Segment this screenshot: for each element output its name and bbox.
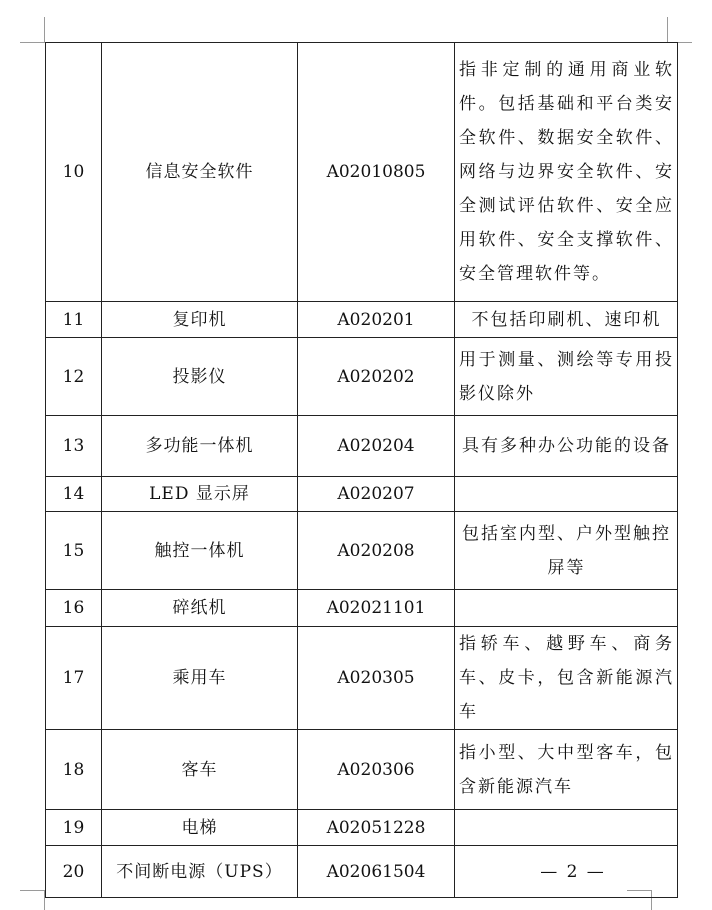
table-row [46,730,678,810]
product-name: 电梯 [102,810,298,846]
product-code: A02061504 [298,846,455,898]
row-number: 19 [46,810,102,846]
product-description [455,477,678,512]
product-description: 指轿车、越野车、商务车、皮卡，包含新能源汽车 [455,627,678,730]
product-code: A020207 [298,477,455,512]
product-code: A020305 [298,627,455,730]
table-row [46,590,678,627]
table-row [46,302,678,338]
product-description: 包括室内型、户外型触控屏等 [455,512,678,590]
row-number: 16 [46,590,102,627]
row-number: 12 [46,338,102,416]
product-code: A020204 [298,416,455,477]
row-number: 10 [46,43,102,302]
row-number: 20 [46,846,102,898]
crop-mark-top-left-v [44,17,45,42]
product-name: 碎纸机 [102,590,298,627]
product-name: 复印机 [102,302,298,338]
table-row [46,512,678,590]
table-row [46,416,678,477]
product-name: 客车 [102,730,298,810]
product-code: A020208 [298,512,455,590]
table-row [46,477,678,512]
product-description: 用于测量、测绘等专用投影仪除外 [455,338,678,416]
product-code: A020202 [298,338,455,416]
crop-mark-bottom-left-h [20,890,45,891]
product-code: A020201 [298,302,455,338]
product-description: 指非定制的通用商业软件。包括基础和平台类安全软件、数据安全软件、网络与边界安全软件、安全测试评估软件、安全应用软件、安全支撑软件、安全管理软件等。 [455,43,678,302]
row-number: 15 [46,512,102,590]
product-code: A02010805 [298,43,455,302]
table-row [46,810,678,846]
product-name: 多功能一体机 [102,416,298,477]
page-number: — 2 — [540,862,606,882]
product-name: 不间断电源（UPS） [102,846,298,898]
product-catalog-table [45,42,678,898]
row-number: 17 [46,627,102,730]
product-description: 指小型、大中型客车，包含新能源汽车 [455,730,678,810]
row-number: 11 [46,302,102,338]
product-name: 信息安全软件 [102,43,298,302]
row-number: 13 [46,416,102,477]
product-description: 具有多种办公功能的设备 [455,416,678,477]
crop-mark-top-right-v [667,17,668,42]
product-code: A02051228 [298,810,455,846]
row-number: 14 [46,477,102,512]
product-name: 乘用车 [102,627,298,730]
product-name: 投影仪 [102,338,298,416]
row-number: 18 [46,730,102,810]
table-row [46,43,678,302]
product-code: A020306 [298,730,455,810]
product-code: A02021101 [298,590,455,627]
product-description: 不包括印刷机、速印机 [455,302,678,338]
crop-mark-top-left-h [20,42,45,43]
product-description [455,810,678,846]
table-row [46,338,678,416]
table-row [46,627,678,730]
product-name: 触控一体机 [102,512,298,590]
product-name: LED 显示屏 [102,477,298,512]
product-description [455,590,678,627]
